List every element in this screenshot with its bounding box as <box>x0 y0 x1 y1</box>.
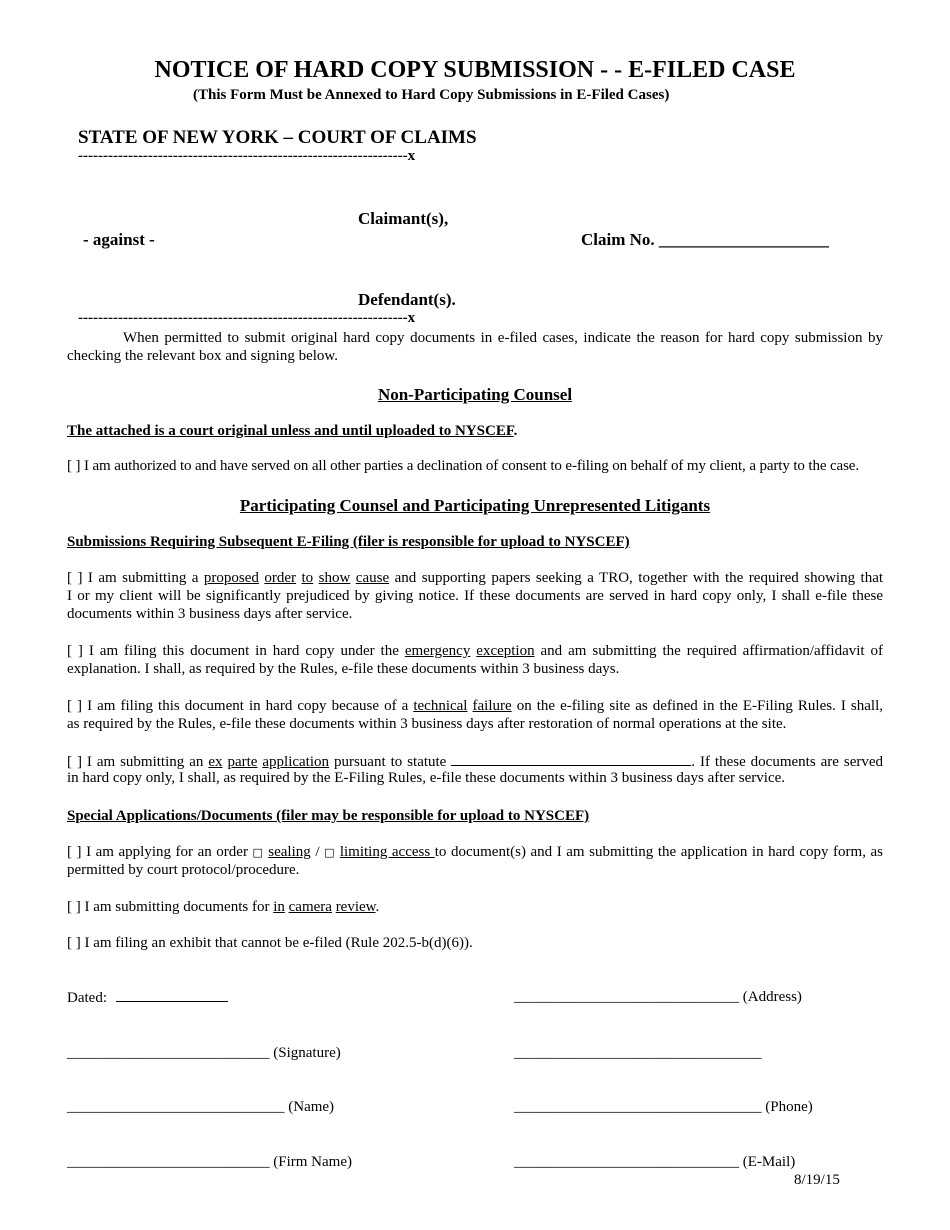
sealing-text-pre: [ ] I am applying for an order <box>67 844 253 860</box>
ex-parte-word-ex: ex <box>208 754 223 770</box>
participating-heading: Participating Counsel and Participating Unrepresented Litigants <box>239 496 711 515</box>
in-camera-word-in: in <box>273 899 285 915</box>
ex-parte-text-pre: [ ] I am submitting an <box>67 754 209 770</box>
in-camera-text-post: . <box>375 899 380 915</box>
sealing-word-sealing: sealing <box>268 844 311 860</box>
email-row[interactable] <box>514 1154 795 1171</box>
technical-text-pre: [ ] I am filing this document in hard copy because of a <box>67 698 414 714</box>
dated-row <box>67 989 228 1007</box>
sealing-word-limiting-access: limiting access <box>339 844 435 860</box>
signature-label: (Signature) <box>273 1045 341 1061</box>
firm-row[interactable] <box>67 1154 352 1171</box>
exhibit-checkbox-item[interactable]: [ ] I am filing an exhibit that cannot be e-filed (Rule 202.5-b(d)(6)). <box>67 935 473 951</box>
in-camera-checkbox-item[interactable] <box>67 899 379 916</box>
defendant-label: Defendant(s). <box>358 290 456 309</box>
ex-parte-text-post: . If these documents are served <box>691 754 884 770</box>
special-applications-subheading: Special Applications/Documents (filer may be responsible for upload to NYSCEF) <box>67 808 590 824</box>
technical-word-failure: failure <box>472 698 512 714</box>
technical-word-technical: technical <box>413 698 468 714</box>
tro-text-pre: [ ] I am submitting a <box>67 570 204 586</box>
intro-line-1: When permitted to submit original hard copy documents in e-filed cases, indicate the reason for hard copy submission by <box>123 330 883 346</box>
tro-word-proposed: proposed <box>203 570 259 586</box>
emergency-line-2: explanation. I shall, as required by the Rules, e-file these documents within 3 business days. <box>67 661 620 677</box>
firm-blank[interactable]: ___________________________ <box>67 1154 270 1170</box>
name-label: (Name) <box>288 1099 335 1115</box>
phone-blank[interactable]: _________________________________ <box>514 1099 762 1115</box>
dated-input[interactable] <box>116 989 228 1002</box>
in-camera-word-review: review <box>335 899 376 915</box>
ex-parte-text-mid: pursuant to statute <box>329 754 452 770</box>
non-participating-heading: Non-Participating Counsel <box>377 385 573 404</box>
intro-line-2: checking the relevant box and signing below. <box>67 348 339 364</box>
address-row[interactable] <box>514 989 802 1006</box>
caption-divider-bottom: ------------------------------------------------------------------x <box>78 310 416 326</box>
tro-line-2: I or my client will be significantly prejudiced by giving notice. If these documents are served in hard copy only, I shall e-file these <box>67 588 883 604</box>
technical-text-post: on the e-filing site as defined in the E-Filing Rules. I shall, <box>511 698 883 714</box>
email-label: (E-Mail) <box>742 1154 796 1170</box>
tro-word-to: to <box>301 570 314 586</box>
emergency-word-exception: exception <box>476 643 535 659</box>
email-blank[interactable]: ______________________________ <box>514 1154 739 1170</box>
ex-parte-word-parte: parte <box>227 754 258 770</box>
revision-date: 8/19/15 <box>794 1172 840 1188</box>
firm-label: (Firm Name) <box>273 1154 352 1170</box>
court-original-notice-period: . <box>513 423 518 439</box>
emergency-word-emergency: emergency <box>404 643 471 659</box>
sealing-checkbox-item[interactable] <box>67 844 883 861</box>
signature-blank[interactable]: ___________________________ <box>67 1045 270 1061</box>
form-title: NOTICE OF HARD COPY SUBMISSION - - E-FILED CASE <box>154 57 796 83</box>
caption-divider-top: ------------------------------------------------------------------x <box>78 148 416 164</box>
court-name: STATE OF NEW YORK – COURT OF CLAIMS <box>78 127 477 148</box>
ex-parte-line-2: in hard copy only, I shall, as required by the E-Filing Rules, e-file these documents within 3 business days after service. <box>67 770 786 786</box>
technical-line-2: as required by the Rules, e-file these documents within 3 business days after restoration of normal operations at the site. <box>67 716 787 732</box>
tro-checkbox-item[interactable] <box>67 570 883 587</box>
sealing-separator: / <box>310 844 325 860</box>
phone-row[interactable] <box>514 1099 813 1116</box>
sealing-text-post: to document(s) and I am submitting the application in hard copy form, as <box>434 844 884 860</box>
subsequent-efiling-subheading: Submissions Requiring Subsequent E-Filing (filer is responsible for upload to NYSCEF) <box>67 534 630 550</box>
against-label: - against - <box>83 230 155 249</box>
in-camera-text-pre: [ ] I am submitting documents for <box>67 899 274 915</box>
technical-failure-checkbox-item[interactable] <box>67 698 883 715</box>
phone-label: (Phone) <box>765 1099 813 1115</box>
emergency-text-post: and am submitting the required affirmation/affidavit of <box>534 643 883 659</box>
signature-row[interactable] <box>67 1045 341 1062</box>
tro-word-show: show <box>318 570 351 586</box>
tro-text-post: and supporting papers seeking a TRO, together with the required showing that <box>389 570 884 586</box>
emergency-text-pre: [ ] I am filing this document in hard copy under the <box>67 643 405 659</box>
tro-line-3: documents within 3 business days after service. <box>67 606 353 622</box>
court-original-notice <box>67 423 517 440</box>
address-label: (Address) <box>742 989 802 1005</box>
address-blank[interactable]: ______________________________ <box>514 989 739 1005</box>
ex-parte-checkbox-item[interactable] <box>67 752 883 771</box>
tro-word-cause: cause <box>355 570 390 586</box>
dated-label: Dated: <box>67 990 107 1006</box>
limiting-access-box-icon[interactable]: □ <box>324 846 336 859</box>
claim-number-field[interactable]: Claim No. ____________________ <box>581 230 829 249</box>
emergency-checkbox-item[interactable] <box>67 643 883 660</box>
tro-word-order: order <box>264 570 297 586</box>
name-row[interactable] <box>67 1099 334 1116</box>
address-line-2-blank[interactable]: _________________________________ <box>514 1045 762 1061</box>
claimant-label: Claimant(s), <box>358 209 449 228</box>
ex-parte-word-application: application <box>262 754 330 770</box>
declination-checkbox-item[interactable]: [ ] I am authorized to and have served on all other parties a declination of consent to e-filing on behalf of my client, a party to the case. <box>67 458 859 474</box>
sealing-box-icon[interactable]: □ <box>252 846 264 859</box>
name-blank[interactable]: _____________________________ <box>67 1099 285 1115</box>
form-subtitle: (This Form Must be Annexed to Hard Copy Submissions in E-Filed Cases) <box>193 87 670 103</box>
statute-input[interactable] <box>451 752 691 766</box>
in-camera-word-camera: camera <box>288 899 332 915</box>
court-original-notice-text: The attached is a court original unless and until uploaded to NYSCEF <box>67 423 514 439</box>
sealing-line-2: permitted by court protocol/procedure. <box>67 862 300 878</box>
